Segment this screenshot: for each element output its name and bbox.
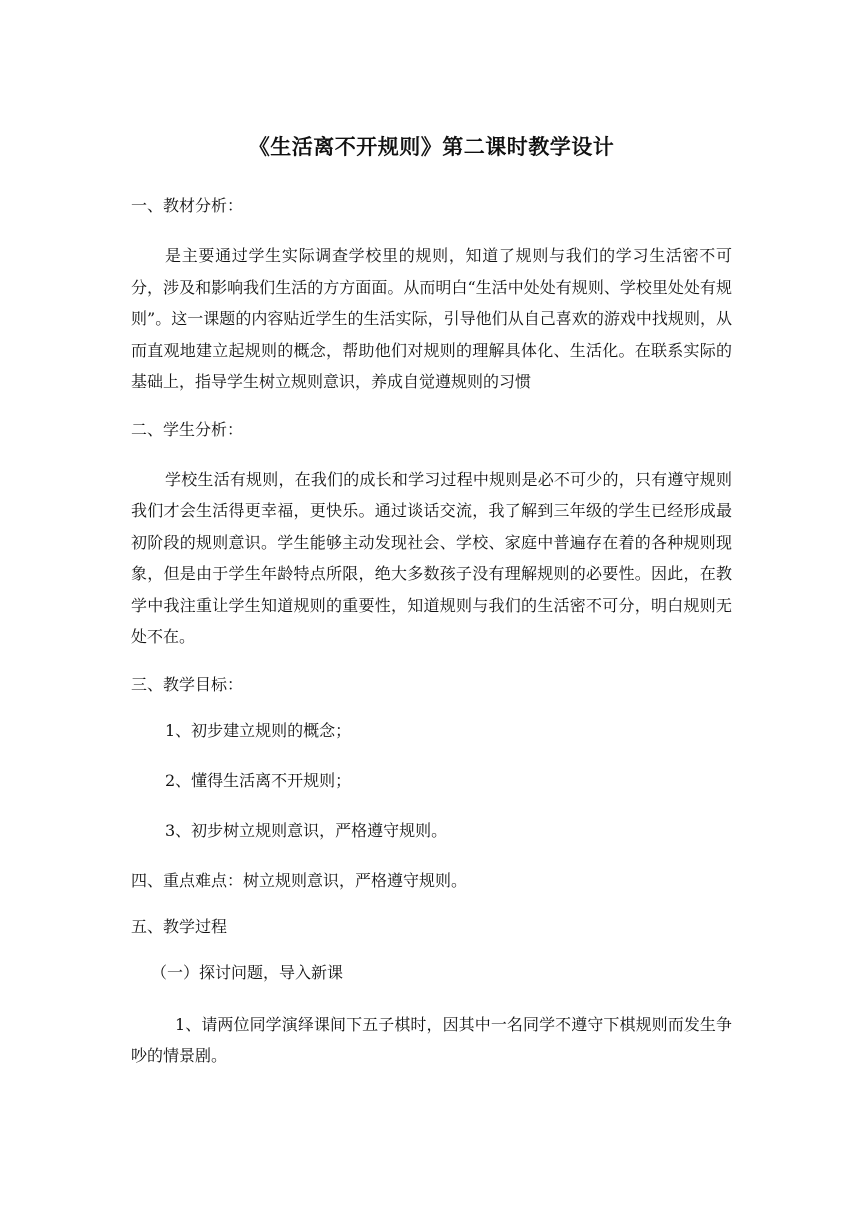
section-heading-material: 一、教材分析： [131, 196, 244, 215]
process-subheading: （一）探讨问题，导入新课 [151, 962, 344, 982]
goal-item-3: 3、初步树立规则意识，严格遵守规则。 [165, 820, 448, 840]
document-title: 《生活离不开规则》第二课时教学设计 [248, 134, 615, 159]
section-heading-process: 五、教学过程 [131, 916, 228, 936]
paragraph-student: 学校生活有规则，在我们的成长和学习过程中规则是必不可少的，只有遵守规则我们才会生活得更幸福，更快乐。通过谈话交流，我了解到三年级的学生已经形成最初阶段的规则意识。学生能够主动发现社会、学校、家庭中普遍存在着的各种规则现象，但是由于学生年龄特点所限，绝大多数孩子没有理解规则的必要性。因此，在教学中我注重让学生知道规则的重要性，知道规则与我们的生活密不可分，明白规则无处不在。 [131, 469, 732, 646]
goal-item-1: 1、初步建立规则的概念； [165, 720, 352, 740]
paragraph-material: 是主要通过学生实际调查学校里的规则，知道了规则与我们的学习生活密不可分，涉及和影响我们生活的方方面面。从而明白“生活中处处有规则、学校里处处有规则”。这一课题的内容贴近学生的生活实际，引导他们从自己喜欢的游戏中找规则，从而直观地建立起规则的概念，帮助他们对规则的理解具体化、生活化。在联系实际的基础上，指导学生树立规则意识，养成自觉遵规则的习惯 [131, 246, 732, 391]
goal-item-2: 2、懂得生活离不开规则； [165, 770, 352, 790]
section-heading-student: 二、学生分析： [131, 419, 244, 439]
process-step-1: 1、请两位同学演绎课间下五子棋时，因其中一名同学不遵守下棋规则而发生争吵的情景剧。 [131, 1014, 732, 1065]
section-heading-key-points: 四、重点难点：树立规则意识，严格遵守规则。 [131, 870, 468, 890]
section-heading-goals: 三、教学目标： [131, 674, 244, 694]
